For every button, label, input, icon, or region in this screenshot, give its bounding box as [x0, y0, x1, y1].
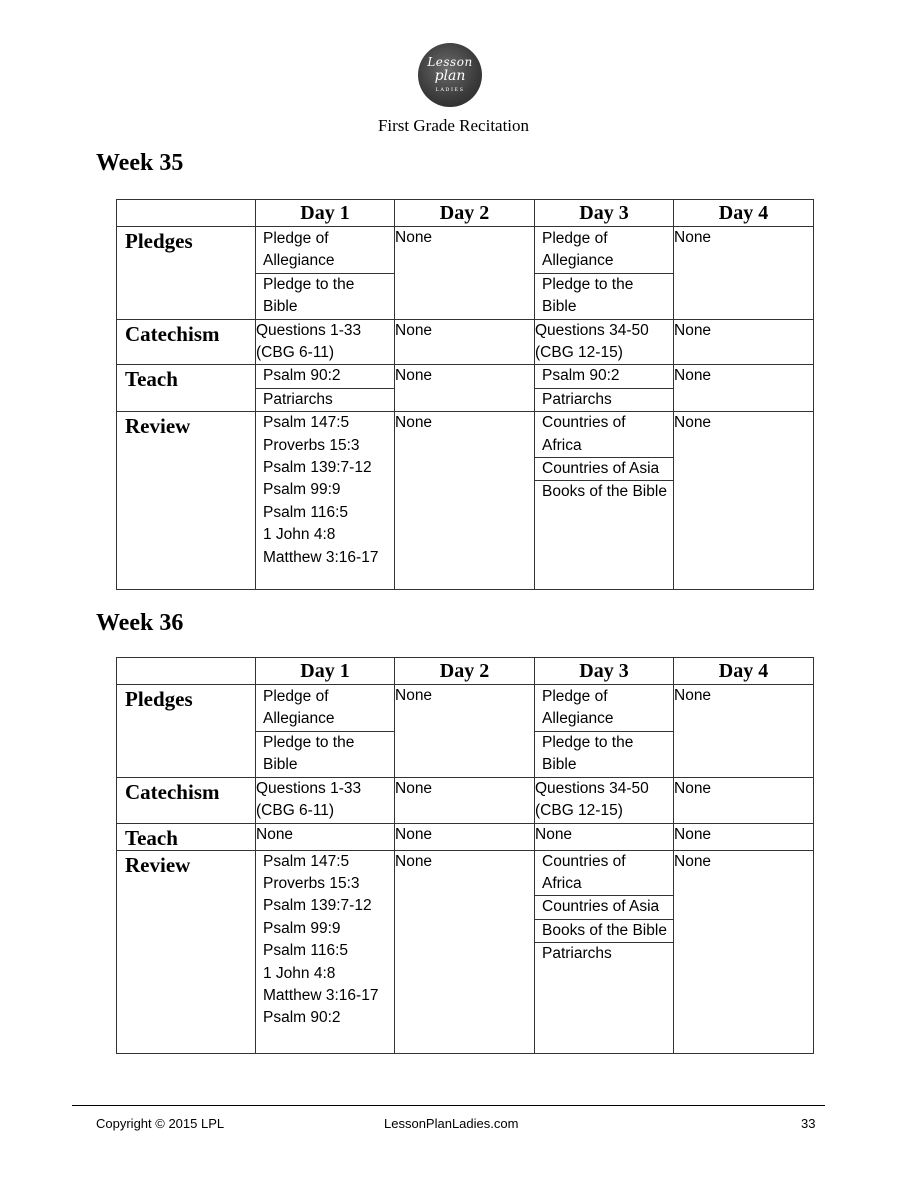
teach-row: [117, 823, 814, 850]
day-header: Day 1: [256, 658, 395, 685]
row-label: Catechism: [117, 319, 256, 365]
list-item: Proverbs 15:3: [263, 436, 360, 454]
day-header: Day 3: [535, 200, 674, 227]
row-label: Pledges: [117, 685, 256, 778]
logo-text-2: plan: [434, 68, 466, 84]
list-item: Psalm 116:5: [263, 503, 349, 521]
header-row: [117, 658, 814, 685]
list-item: Psalm 116:5: [263, 942, 349, 960]
day3-cell: [535, 850, 674, 1053]
list-item: 1 John 4:8: [263, 526, 336, 544]
corner-cell: [117, 200, 256, 227]
day-header: Day 4: [674, 200, 814, 227]
row-label: Pledges: [117, 227, 256, 320]
list-item: Pledge to the Bible: [535, 273, 673, 319]
day1-cell: [256, 412, 395, 590]
list-item: Psalm 147:5: [263, 852, 350, 870]
pledges-row: [117, 227, 814, 320]
day3-cell: Questions 34-50 (CBG 12-15): [535, 777, 674, 823]
site-name: LessonPlanLadies.com: [384, 1116, 519, 1131]
list-item: Pledge to the Bible: [535, 731, 673, 777]
list-item: Pledge of Allegiance: [263, 688, 335, 728]
copyright-text: Copyright © 2015 LPL: [96, 1116, 225, 1131]
review-row: [117, 850, 814, 1053]
day1-cell: [256, 685, 395, 778]
day2-cell: None: [395, 319, 535, 365]
day3-cell: [535, 365, 674, 412]
day4-cell: None: [674, 365, 814, 412]
pledges-row: [117, 685, 814, 778]
list-item: Patriarchs: [535, 942, 673, 965]
list-item: Countries of Asia: [535, 457, 673, 480]
day1-cell: [256, 850, 395, 1053]
day1-cell: Questions 1-33 (CBG 6-11): [256, 319, 395, 365]
day3-cell: [535, 685, 674, 778]
list-item: Patriarchs: [256, 388, 394, 411]
day1-cell: None: [256, 823, 395, 850]
page-number: 33: [801, 1116, 816, 1131]
corner-cell: [117, 658, 256, 685]
day4-cell: None: [674, 227, 814, 320]
day2-cell: None: [395, 365, 535, 412]
list-item: Psalm 99:9: [263, 481, 341, 499]
week-35-table: [116, 199, 814, 590]
row-label: Teach: [117, 823, 256, 850]
day2-cell: None: [395, 685, 535, 778]
catechism-row: [117, 777, 814, 823]
day-header: Day 1: [256, 200, 395, 227]
list-item: Pledge to the Bible: [256, 273, 394, 319]
day4-cell: None: [674, 685, 814, 778]
list-item: Pledge of Allegiance: [542, 688, 614, 728]
day4-cell: None: [674, 850, 814, 1053]
list-item: Books of the Bible: [535, 480, 673, 503]
document-title: First Grade Recitation: [377, 116, 530, 135]
day3-cell: Questions 34-50 (CBG 12-15): [535, 319, 674, 365]
day3-cell: None: [535, 823, 674, 850]
list-item: Matthew 3:16-17: [263, 987, 379, 1005]
lesson-plan-ladies-logo: [418, 43, 482, 107]
day-header: Day 2: [395, 200, 535, 227]
row-label: Review: [117, 412, 256, 590]
list-item: Countries of Africa: [542, 852, 626, 893]
review-row: [117, 412, 814, 590]
logo-text-3: LADIES: [435, 87, 465, 93]
list-item: Books of the Bible: [535, 919, 673, 942]
row-label: Review: [117, 850, 256, 1053]
list-item: Psalm 147:5: [263, 414, 350, 432]
list-item: Psalm 90:2: [263, 1009, 341, 1027]
row-label: Catechism: [117, 777, 256, 823]
row-label: Teach: [117, 365, 256, 412]
list-item: Countries of Africa: [542, 414, 626, 454]
footer-divider: [72, 1105, 825, 1106]
day4-cell: None: [674, 412, 814, 590]
logo-text-1: Lesson: [427, 55, 473, 69]
day2-cell: None: [395, 227, 535, 320]
list-item: Psalm 90:2: [542, 367, 620, 385]
catechism-row: [117, 319, 814, 365]
day4-cell: None: [674, 777, 814, 823]
list-item: Psalm 139:7-12: [263, 459, 372, 477]
day1-cell: [256, 227, 395, 320]
list-item: Matthew 3:16-17: [263, 548, 379, 566]
list-item: Psalm 99:9: [263, 919, 341, 937]
day2-cell: None: [395, 823, 535, 850]
day2-cell: None: [395, 412, 535, 590]
teach-row: [117, 365, 814, 412]
day2-cell: None: [395, 850, 535, 1053]
list-item: Psalm 139:7-12: [263, 897, 372, 915]
week-35-title: Week 35: [96, 150, 184, 176]
list-item: Pledge of Allegiance: [263, 230, 335, 270]
day1-cell: [256, 365, 395, 412]
day3-cell: [535, 412, 674, 590]
week-36-title: Week 36: [96, 610, 184, 636]
list-item: Proverbs 15:3: [263, 875, 360, 893]
day4-cell: None: [674, 319, 814, 365]
list-item: Psalm 90:2: [263, 367, 341, 385]
day4-cell: None: [674, 823, 814, 850]
day-header: Day 3: [535, 658, 674, 685]
week-36-table: [116, 657, 814, 1054]
day-header: Day 2: [395, 658, 535, 685]
day1-cell: Questions 1-33 (CBG 6-11): [256, 777, 395, 823]
list-item: Patriarchs: [535, 388, 673, 411]
header-row: [117, 200, 814, 227]
list-item: Pledge to the Bible: [256, 731, 394, 777]
day-header: Day 4: [674, 658, 814, 685]
day2-cell: None: [395, 777, 535, 823]
day3-cell: [535, 227, 674, 320]
list-item: 1 John 4:8: [263, 964, 336, 982]
list-item: Pledge of Allegiance: [542, 230, 614, 270]
list-item: Countries of Asia: [535, 895, 673, 918]
